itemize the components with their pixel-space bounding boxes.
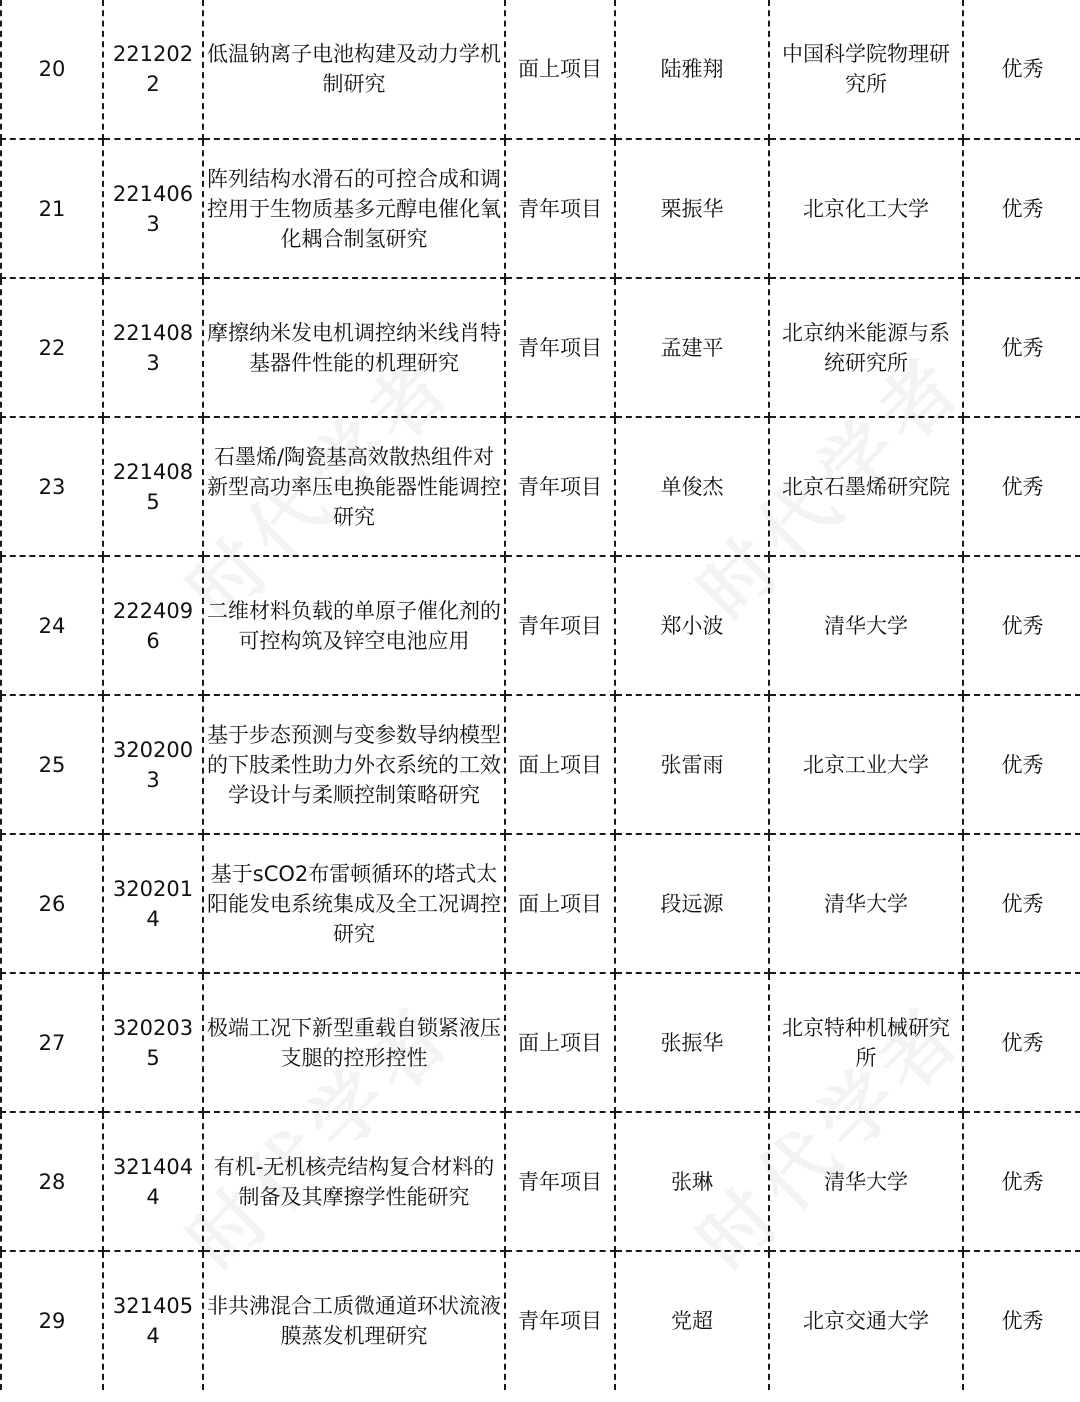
- principal-investigator-cell: 张振华: [615, 973, 769, 1112]
- table-row: [1, 1251, 1080, 1390]
- evaluation-result-cell: 优秀: [963, 139, 1080, 278]
- row-number-cell: 28: [1, 1112, 103, 1251]
- row-number-cell: 27: [1, 973, 103, 1112]
- project-title-cell: 二维材料负载的单原子催化剂的可控构筑及锌空电池应用: [203, 556, 505, 695]
- project-type-cell: 青年项目: [505, 1251, 615, 1390]
- institution-cell: 清华大学: [769, 556, 963, 695]
- evaluation-result-cell: 优秀: [963, 278, 1080, 417]
- project-title-cell: 极端工况下新型重载自锁紧液压支腿的控形控性: [203, 973, 505, 1112]
- project-type-cell: 青年项目: [505, 417, 615, 556]
- row-number-cell: 26: [1, 834, 103, 973]
- project-title-cell: 阵列结构水滑石的可控合成和调控用于生物质基多元醇电催化氧化耦合制氢研究: [203, 139, 505, 278]
- table-row: [1, 139, 1080, 278]
- principal-investigator-cell: 陆雅翔: [615, 0, 769, 139]
- institution-cell: 北京特种机械研究所: [769, 973, 963, 1112]
- row-number-cell: 20: [1, 0, 103, 139]
- project-title-cell: 摩擦纳米发电机调控纳米线肖特基器件性能的机理研究: [203, 278, 505, 417]
- project-code-cell: 2224096: [103, 556, 203, 695]
- table-body: [1, 0, 1080, 1390]
- project-type-cell: 青年项目: [505, 139, 615, 278]
- evaluation-result-cell: 优秀: [963, 417, 1080, 556]
- project-code-cell: 2214085: [103, 417, 203, 556]
- principal-investigator-cell: 郑小波: [615, 556, 769, 695]
- project-type-cell: 面上项目: [505, 0, 615, 139]
- project-type-cell: 面上项目: [505, 973, 615, 1112]
- project-type-cell: 青年项目: [505, 1112, 615, 1251]
- project-title-cell: 基于步态预测与变参数导纳模型的下肢柔性助力外衣系统的工效学设计与柔顺控制策略研究: [203, 695, 505, 834]
- project-code-cell: 2212022: [103, 0, 203, 139]
- evaluation-result-cell: 优秀: [963, 973, 1080, 1112]
- table-row: [1, 278, 1080, 417]
- evaluation-result-cell: 优秀: [1001, 1309, 1044, 1333]
- institution-cell: 北京工业大学: [769, 695, 963, 834]
- principal-investigator-cell: 段远源: [615, 834, 769, 973]
- evaluation-result-cell: 优秀: [963, 0, 1080, 139]
- project-code-cell: 3202014: [103, 834, 203, 973]
- institution-cell: 北京交通大学: [769, 1251, 963, 1390]
- principal-investigator-cell: 党超: [615, 1251, 769, 1390]
- project-code-cell: 3202035: [103, 973, 203, 1112]
- table-row: [1, 1112, 1080, 1251]
- project-type-cell: 面上项目: [505, 695, 615, 834]
- institution-cell: 北京纳米能源与系统研究所: [769, 278, 963, 417]
- project-title-cell: 基于sCO2布雷顿循环的塔式太阳能发电系统集成及全工况调控研究: [203, 834, 505, 973]
- project-type-cell: 面上项目: [505, 834, 615, 973]
- table-row: [1, 834, 1080, 973]
- table-row: [1, 0, 1080, 139]
- institution-cell: 清华大学: [769, 834, 963, 973]
- evaluation-result-cell: 优秀: [963, 1112, 1080, 1251]
- principal-investigator-cell: 孟建平: [615, 278, 769, 417]
- project-code-cell: 2214083: [103, 278, 203, 417]
- evaluation-result-cell: 优秀: [963, 695, 1080, 834]
- project-code-cell: 3214054: [103, 1251, 203, 1390]
- institution-cell: 北京化工大学: [769, 139, 963, 278]
- institution-cell: 中国科学院物理研究所: [769, 0, 963, 139]
- evaluation-result-cell: 优秀: [963, 556, 1080, 695]
- principal-investigator-cell: 张琳: [615, 1112, 769, 1251]
- project-code-cell: 3202003: [103, 695, 203, 834]
- project-type-cell: 青年项目: [505, 556, 615, 695]
- project-title-cell: 非共沸混合工质微通道环状流液膜蒸发机理研究: [203, 1251, 505, 1390]
- institution-cell: 清华大学: [769, 1112, 963, 1251]
- row-number-cell: 24: [1, 556, 103, 695]
- institution-cell: 北京石墨烯研究院: [769, 417, 963, 556]
- row-number-cell: 22: [1, 278, 103, 417]
- principal-investigator-cell: 单俊杰: [615, 417, 769, 556]
- row-number-cell: 21: [1, 139, 103, 278]
- project-title-cell: 低温钠离子电池构建及动力学机制研究: [203, 0, 505, 139]
- table-row: [1, 973, 1080, 1112]
- table-row: [1, 556, 1080, 695]
- evaluation-result-cell: 优秀: [963, 834, 1080, 973]
- project-type-cell: 青年项目: [505, 278, 615, 417]
- table-row: [1, 417, 1080, 556]
- project-code-cell: 3214044: [103, 1112, 203, 1251]
- row-number-cell: 25: [1, 695, 103, 834]
- project-code-cell: 2214063: [103, 139, 203, 278]
- principal-investigator-cell: 张雷雨: [615, 695, 769, 834]
- row-number-cell: 29: [1, 1251, 103, 1390]
- project-title-cell: 有机-无机核壳结构复合材料的制备及其摩擦学性能研究: [203, 1112, 505, 1251]
- principal-investigator-cell: 栗振华: [615, 139, 769, 278]
- row-number-cell: 23: [1, 417, 103, 556]
- project-title-cell: 石墨烯/陶瓷基高效散热组件对新型高功率压电换能器性能调控研究: [203, 417, 505, 556]
- table-row: [1, 695, 1080, 834]
